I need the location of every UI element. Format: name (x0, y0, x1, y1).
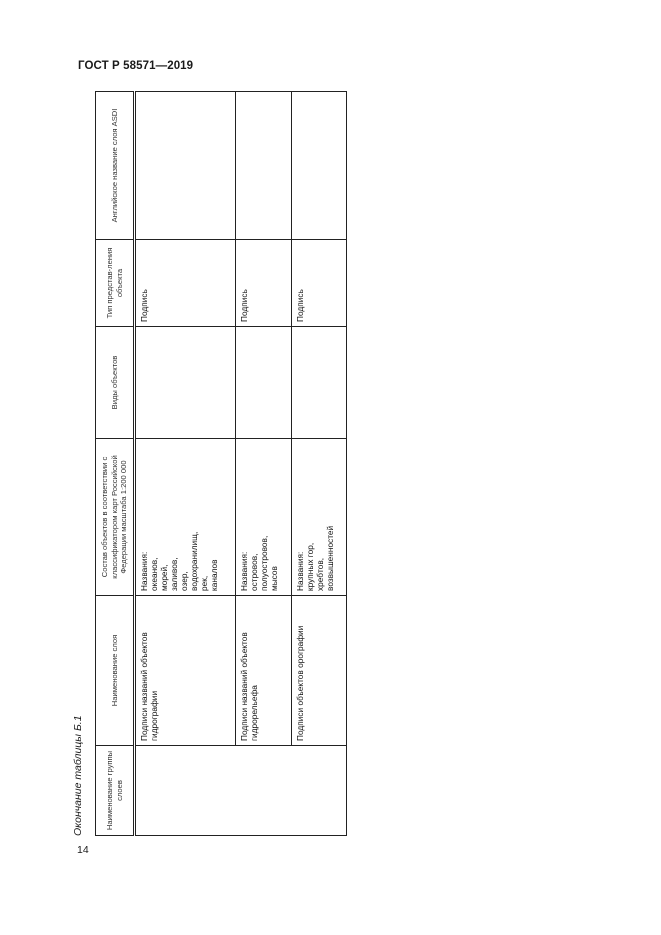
table-caption: Окончание таблицы Б.1 (72, 715, 84, 836)
table-row (292, 92, 347, 836)
group-cell (135, 746, 347, 836)
document-header: ГОСТ Р 58571—2019 (78, 60, 194, 72)
asdi-name-cell (292, 92, 347, 240)
asdi-name-cell (236, 92, 292, 240)
composition-line: океанов, (149, 557, 159, 591)
layers-table (95, 91, 347, 836)
composition-line: морей, (159, 564, 169, 591)
object-types-cell (236, 327, 292, 439)
asdi-name-cell (135, 92, 236, 240)
layer-cell: Подписи названий объектов гидрографии (135, 596, 236, 746)
layer-cell: Подписи названий объектов гидрорельефа (236, 596, 292, 746)
composition-line: полуостровов, (259, 535, 269, 591)
table-row (135, 92, 236, 836)
composition-line: Названия: (239, 551, 249, 591)
composition-line: крупных гор, (305, 542, 315, 591)
table-header-row (96, 92, 135, 836)
composition-line: рек, (199, 575, 209, 591)
column-header-layer: Наименование слоя (96, 596, 135, 746)
object-types-cell (135, 327, 236, 439)
composition-cell (236, 439, 292, 596)
composition-line: заливов, (169, 557, 179, 591)
composition-cell (135, 439, 236, 596)
composition-cell (292, 439, 347, 596)
column-header-asdi-name: Английское название слоя ASDI (96, 92, 135, 240)
composition-line: озер, (179, 571, 189, 591)
table-row (236, 92, 292, 836)
column-header-object-types: Виды объектов (96, 327, 135, 439)
layer-cell: Подписи объектов орографии (292, 596, 347, 746)
page-number: 14 (77, 844, 89, 856)
composition-line: водохранилищ, (189, 531, 199, 591)
object-types-cell (292, 327, 347, 439)
composition-line: каналов (209, 559, 219, 591)
column-header-composition: Состав объектов в соответствии с классификатором карт Российской Федерации масштаба 1:200 000 (96, 439, 135, 596)
composition-line: островов, (249, 553, 259, 591)
composition-line: возвышенностей (325, 525, 335, 591)
rotated-table-block (71, 92, 347, 836)
representation-cell: Подпись (135, 240, 236, 327)
composition-line: Названия: (139, 551, 149, 591)
representation-cell: Подпись (236, 240, 292, 327)
representation-cell: Подпись (292, 240, 347, 327)
composition-line: Названия: (295, 551, 305, 591)
column-header-group: Наименование группы слоев (96, 746, 135, 836)
column-header-representation: Тип представ-ления объекта (96, 240, 135, 327)
composition-line: хребтов, (315, 557, 325, 591)
composition-line: мысов (269, 566, 279, 591)
